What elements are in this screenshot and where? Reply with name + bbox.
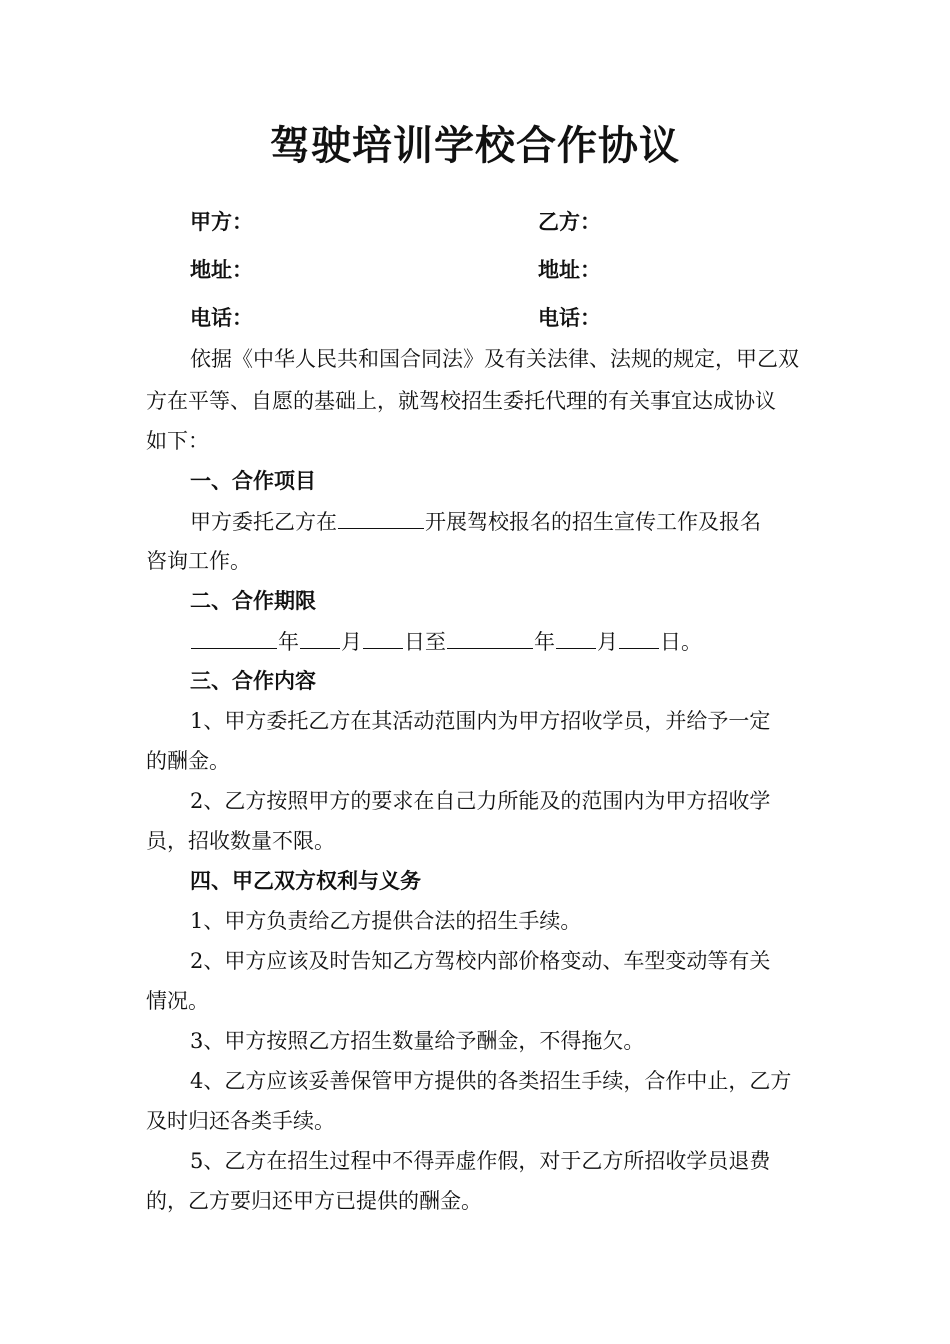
end-year-blank (447, 626, 533, 649)
section1-line-1 (190, 506, 812, 537)
party-b-name-label: 乙方： (538, 209, 601, 234)
intro-line-1: 依据《中华人民共和国合同法》及有关法律、法规的规定，甲乙双 (190, 347, 799, 371)
party-b-address-label: 地址： (538, 257, 601, 282)
start-day-blank (363, 626, 403, 649)
section4-item1: 1、甲方负责给乙方提供合法的招生手续。 (190, 909, 582, 933)
section4-item4-line-2: 及时归还各类手续。 (146, 1109, 335, 1133)
section3-item1-line-1: 1、甲方委托乙方在其活动范围内为甲方招收学员，并给予一定 (190, 709, 771, 733)
day-end-label: 日。 (660, 630, 702, 654)
party-b-phone-label: 电话： (538, 305, 601, 330)
year-label: 年 (534, 630, 555, 654)
section1-text-before: 甲方委托乙方在 (190, 510, 337, 534)
intro-line-2: 方在平等、自愿的基础上，就驾校招生委托代理的有关事宜达成协议 (146, 389, 776, 413)
start-year-blank (191, 626, 277, 649)
section1-text-after: 开展驾校报名的招生宣传工作及报名 (425, 510, 761, 534)
end-day-blank (619, 626, 659, 649)
end-month-blank (556, 626, 596, 649)
start-month-blank (300, 626, 340, 649)
section4-item4-line-1: 4、乙方应该妥善保管甲方提供的各类招生手续，合作中止，乙方 (190, 1069, 792, 1093)
year-label: 年 (278, 630, 299, 654)
section3-item1-line-2: 的酬金。 (146, 749, 230, 773)
section4-item5-line-2: 的，乙方要归还甲方已提供的酬金。 (146, 1189, 482, 1213)
month-label: 月 (341, 630, 362, 654)
section4-item2-line-1: 2、甲方应该及时告知乙方驾校内部价格变动、车型变动等有关 (190, 949, 771, 973)
section1-heading: 一、合作项目 (190, 468, 316, 493)
section3-item2-line-2: 员，招收数量不限。 (146, 829, 335, 853)
section3-item2-line-1: 2、乙方按照甲方的要求在自己力所能及的范围内为甲方招收学 (190, 789, 771, 813)
day-to-label: 日至 (404, 630, 446, 654)
section4-item3: 3、甲方按照乙方招生数量给予酬金，不得拖欠。 (190, 1029, 645, 1053)
party-a-phone-label: 电话： (190, 305, 253, 330)
section2-heading: 二、合作期限 (190, 588, 316, 613)
document-title: 驾驶培训学校合作协议 (270, 122, 680, 169)
section3-heading: 三、合作内容 (190, 668, 316, 693)
month-label: 月 (597, 630, 618, 654)
section1-line-2: 咨询工作。 (146, 549, 251, 573)
party-a-address-label: 地址： (190, 257, 253, 282)
section4-item2-line-2: 情况。 (146, 989, 209, 1013)
intro-line-3: 如下： (146, 429, 209, 453)
section4-item5-line-1: 5、乙方在招生过程中不得弄虚作假，对于乙方所招收学员退费 (190, 1149, 771, 1173)
section4-heading: 四、甲乙双方权利与义务 (190, 868, 421, 893)
term-dates-line (190, 626, 812, 657)
party-a-name-label: 甲方： (190, 209, 253, 234)
location-blank (338, 506, 424, 529)
